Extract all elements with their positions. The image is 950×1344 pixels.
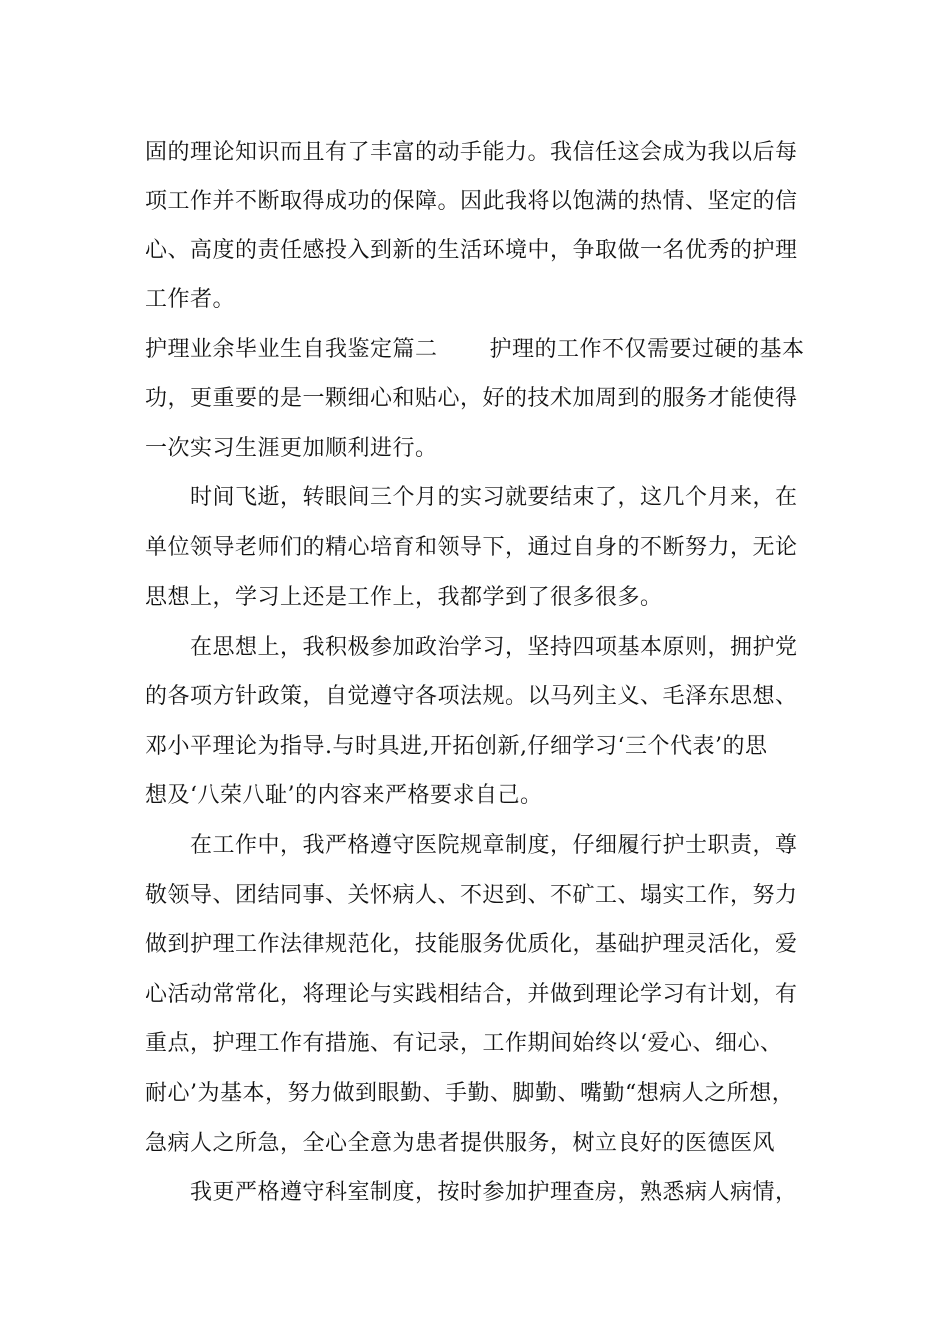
text-line: 重点，护理工作有措施、有记录，工作期间始终以‘爱心、细心、 [145, 1031, 783, 1056]
text-line: 做到护理工作法律规范化，技能服务优质化，基础护理灵活化，爱 [145, 932, 798, 957]
text-line: 思想上，学习上还是工作上，我都学到了很多很多。 [145, 585, 663, 610]
paragraph-start-line: 在思想上，我积极参加政治学习，坚持四项基本原则，拥护党 [190, 635, 798, 660]
text-line: 项工作并不断取得成功的保障。因此我将以饱满的热情、坚定的信 [145, 189, 798, 214]
text-line: 固的理论知识而且有了丰富的动手能力。我信任这会成为我以后每 [145, 140, 798, 165]
text-line: 急病人之所急，全心全意为患者提供服务，树立良好的医德医风 [145, 1131, 776, 1156]
paragraph-start-line: 时间飞逝，转眼间三个月的实习就要结束了，这几个月来，在 [190, 485, 798, 510]
paragraph-start-line: 我更严格遵守科室制度，按时参加护理查房，熟悉病人病情， [190, 1180, 798, 1205]
text-line: 邓小平理论为指导.与时具进,开拓创新,仔细学习‘三个代表’的思 [145, 734, 768, 759]
text-line: 想及‘八荣八耻’的内容来严格要求自己。 [145, 783, 543, 808]
section-heading-title: 护理业余毕业生自我鉴定篇二 [145, 337, 438, 362]
text-line: 耐心’为基本，努力做到眼勤、手勤、脚勤、嘴勤“想病人之所想， [145, 1081, 795, 1106]
text-line: 心、高度的责任感投入到新的生活环境中，争取做一名优秀的护理 [145, 238, 798, 263]
text-line: 敬领导、团结同事、关怀病人、不迟到、不矿工、塌实工作，努力 [145, 883, 798, 908]
text-line: 工作者。 [145, 287, 236, 312]
text-line: 的各项方针政策，自觉遵守各项法规。以马列主义、毛泽东思想、 [145, 684, 798, 709]
text-line: 功，更重要的是一颗细心和贴心，好的技术加周到的服务才能使得 [145, 386, 798, 411]
text-line: 心活动常常化，将理论与实践相结合，并做到理论学习有计划，有 [145, 982, 798, 1007]
section-heading-line [145, 333, 805, 367]
text-line: 一次实习生涯更加顺利进行。 [145, 436, 438, 461]
paragraph-start-line: 在工作中，我严格遵守医院规章制度，仔细履行护士职责，尊 [190, 833, 798, 858]
section-heading-continuation: 护理的工作不仅需要过硬的基本 [489, 337, 805, 362]
text-line: 单位领导老师们的精心培育和领导下，通过自身的不断努力，无论 [145, 535, 798, 560]
